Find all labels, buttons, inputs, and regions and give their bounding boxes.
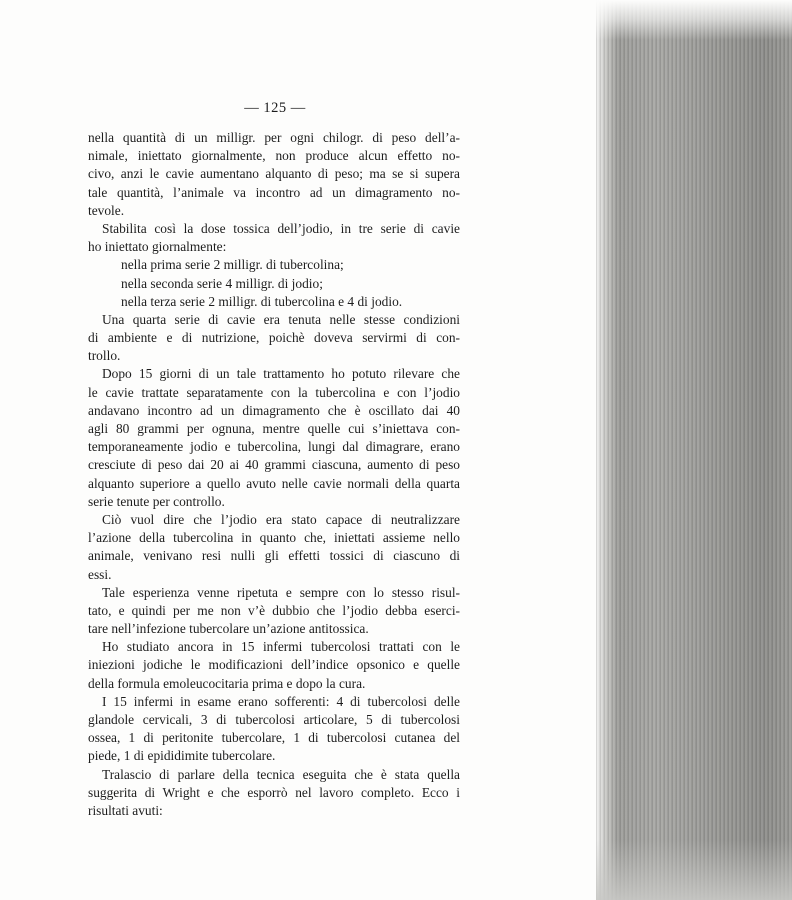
- text-line: nimale, iniettato giornalmente, non produce alcun effetto no-: [88, 148, 460, 164]
- text-line: tale quantità, l’animale va incontro ad un dimagramento no-: [88, 184, 460, 200]
- text-line: nella quantità di un milligr. per ogni chilogr. di peso dell’a-: [88, 130, 460, 145]
- text-line: essi.: [88, 566, 112, 582]
- text-line: tato, e quindi per me non v’è dubbio che l’jodio debba eserci-: [88, 602, 460, 618]
- text-line: serie tenute per controllo.: [88, 493, 225, 509]
- text-line: glandole cervicali, 3 di tubercolosi articolare, 5 di tubercolosi: [88, 712, 460, 727]
- text-line: Dopo 15 giorni di un tale trattamento ho potuto rilevare che: [102, 366, 460, 382]
- text-line: suggerita di Wright e che esporrò nel lavoro completo. Ecco i: [88, 784, 460, 800]
- text-line: ossea, 1 di peritonite tubercolare, 1 di tubercolosi cutanea del: [88, 730, 460, 746]
- text-line: nella seconda serie 4 milligr. di jodio;: [121, 275, 323, 291]
- book-edge-top-fade: [596, 0, 792, 40]
- text-line: temporaneamente jodio e tubercolina, lungi dal dimagrare, erano: [88, 439, 460, 455]
- text-line: andavano incontro ad un dimagramento che è oscillato dai 40: [88, 402, 460, 418]
- body-text: [88, 129, 460, 820]
- text-line: tare nell’infezione tubercolare un’azione antitossica.: [88, 621, 369, 637]
- text-line: di ambiente e di nutrizione, poichè doveva servirmi di con-: [88, 330, 460, 346]
- text-line: iniezioni jodiche le modificazioni dell’indice opsonico e quelle: [88, 657, 460, 673]
- text-line: Ciò vuol dire che l’jodio era stato capace di neutralizzare: [102, 511, 460, 527]
- text-line: l’azione della tubercolina in quanto che, iniettati assieme nello: [88, 530, 460, 546]
- text-line: agli 80 grammi per ognuna, mentre quelle cui s’iniettava con-: [88, 421, 460, 436]
- text-line: Ho studiato ancora in 15 infermi tubercolosi trattati con le: [102, 639, 460, 655]
- text-line: trollo.: [88, 348, 121, 364]
- book-edge-bottom-fade: [596, 840, 792, 900]
- page-number: — 125 —: [244, 100, 306, 116]
- text-line: ho iniettato giornalmente:: [88, 239, 227, 255]
- text-line: Una quarta serie di cavie era tenuta nelle stesse condizioni: [102, 311, 460, 327]
- text-line: le cavie trattate separatamente con la tubercolina e con l’jodio: [88, 384, 460, 400]
- text-line: risultati avuti:: [88, 802, 163, 818]
- text-line: civo, anzi le cavie aumentano alquanto di peso; ma se si supera: [88, 166, 460, 182]
- text-line: Stabilita così la dose tossica dell’jodio, in tre serie di cavie: [102, 220, 460, 236]
- text-line: della formula emoleucocitaria prima e dopo la cura.: [88, 675, 366, 691]
- text-line: I 15 infermi in esame erano sofferenti: 4 di tubercolosi delle: [102, 693, 460, 709]
- book-page-edges: [596, 0, 792, 900]
- text-line: Tralascio di parlare della tecnica eseguita che è stata quella: [102, 766, 460, 782]
- text-line: animale, venivano resi nulli gli effetti tossici di ciascuno di: [88, 548, 460, 564]
- text-line: piede, 1 di epididimite tubercolare.: [88, 748, 276, 764]
- text-line: alquanto superiore a quello avuto nelle cavie normali della quarta: [88, 475, 460, 491]
- text-line: nella prima serie 2 milligr. di tubercolina;: [121, 257, 344, 273]
- text-line: nella terza serie 2 milligr. di tubercolina e 4 di jodio.: [121, 293, 403, 309]
- text-line: tevole.: [88, 202, 125, 218]
- text-line: Tale esperienza venne ripetuta e sempre con lo stesso risul-: [102, 584, 460, 600]
- text-line: cresciute di peso dai 20 ai 40 grammi ciascuna, aumento di peso: [88, 457, 460, 473]
